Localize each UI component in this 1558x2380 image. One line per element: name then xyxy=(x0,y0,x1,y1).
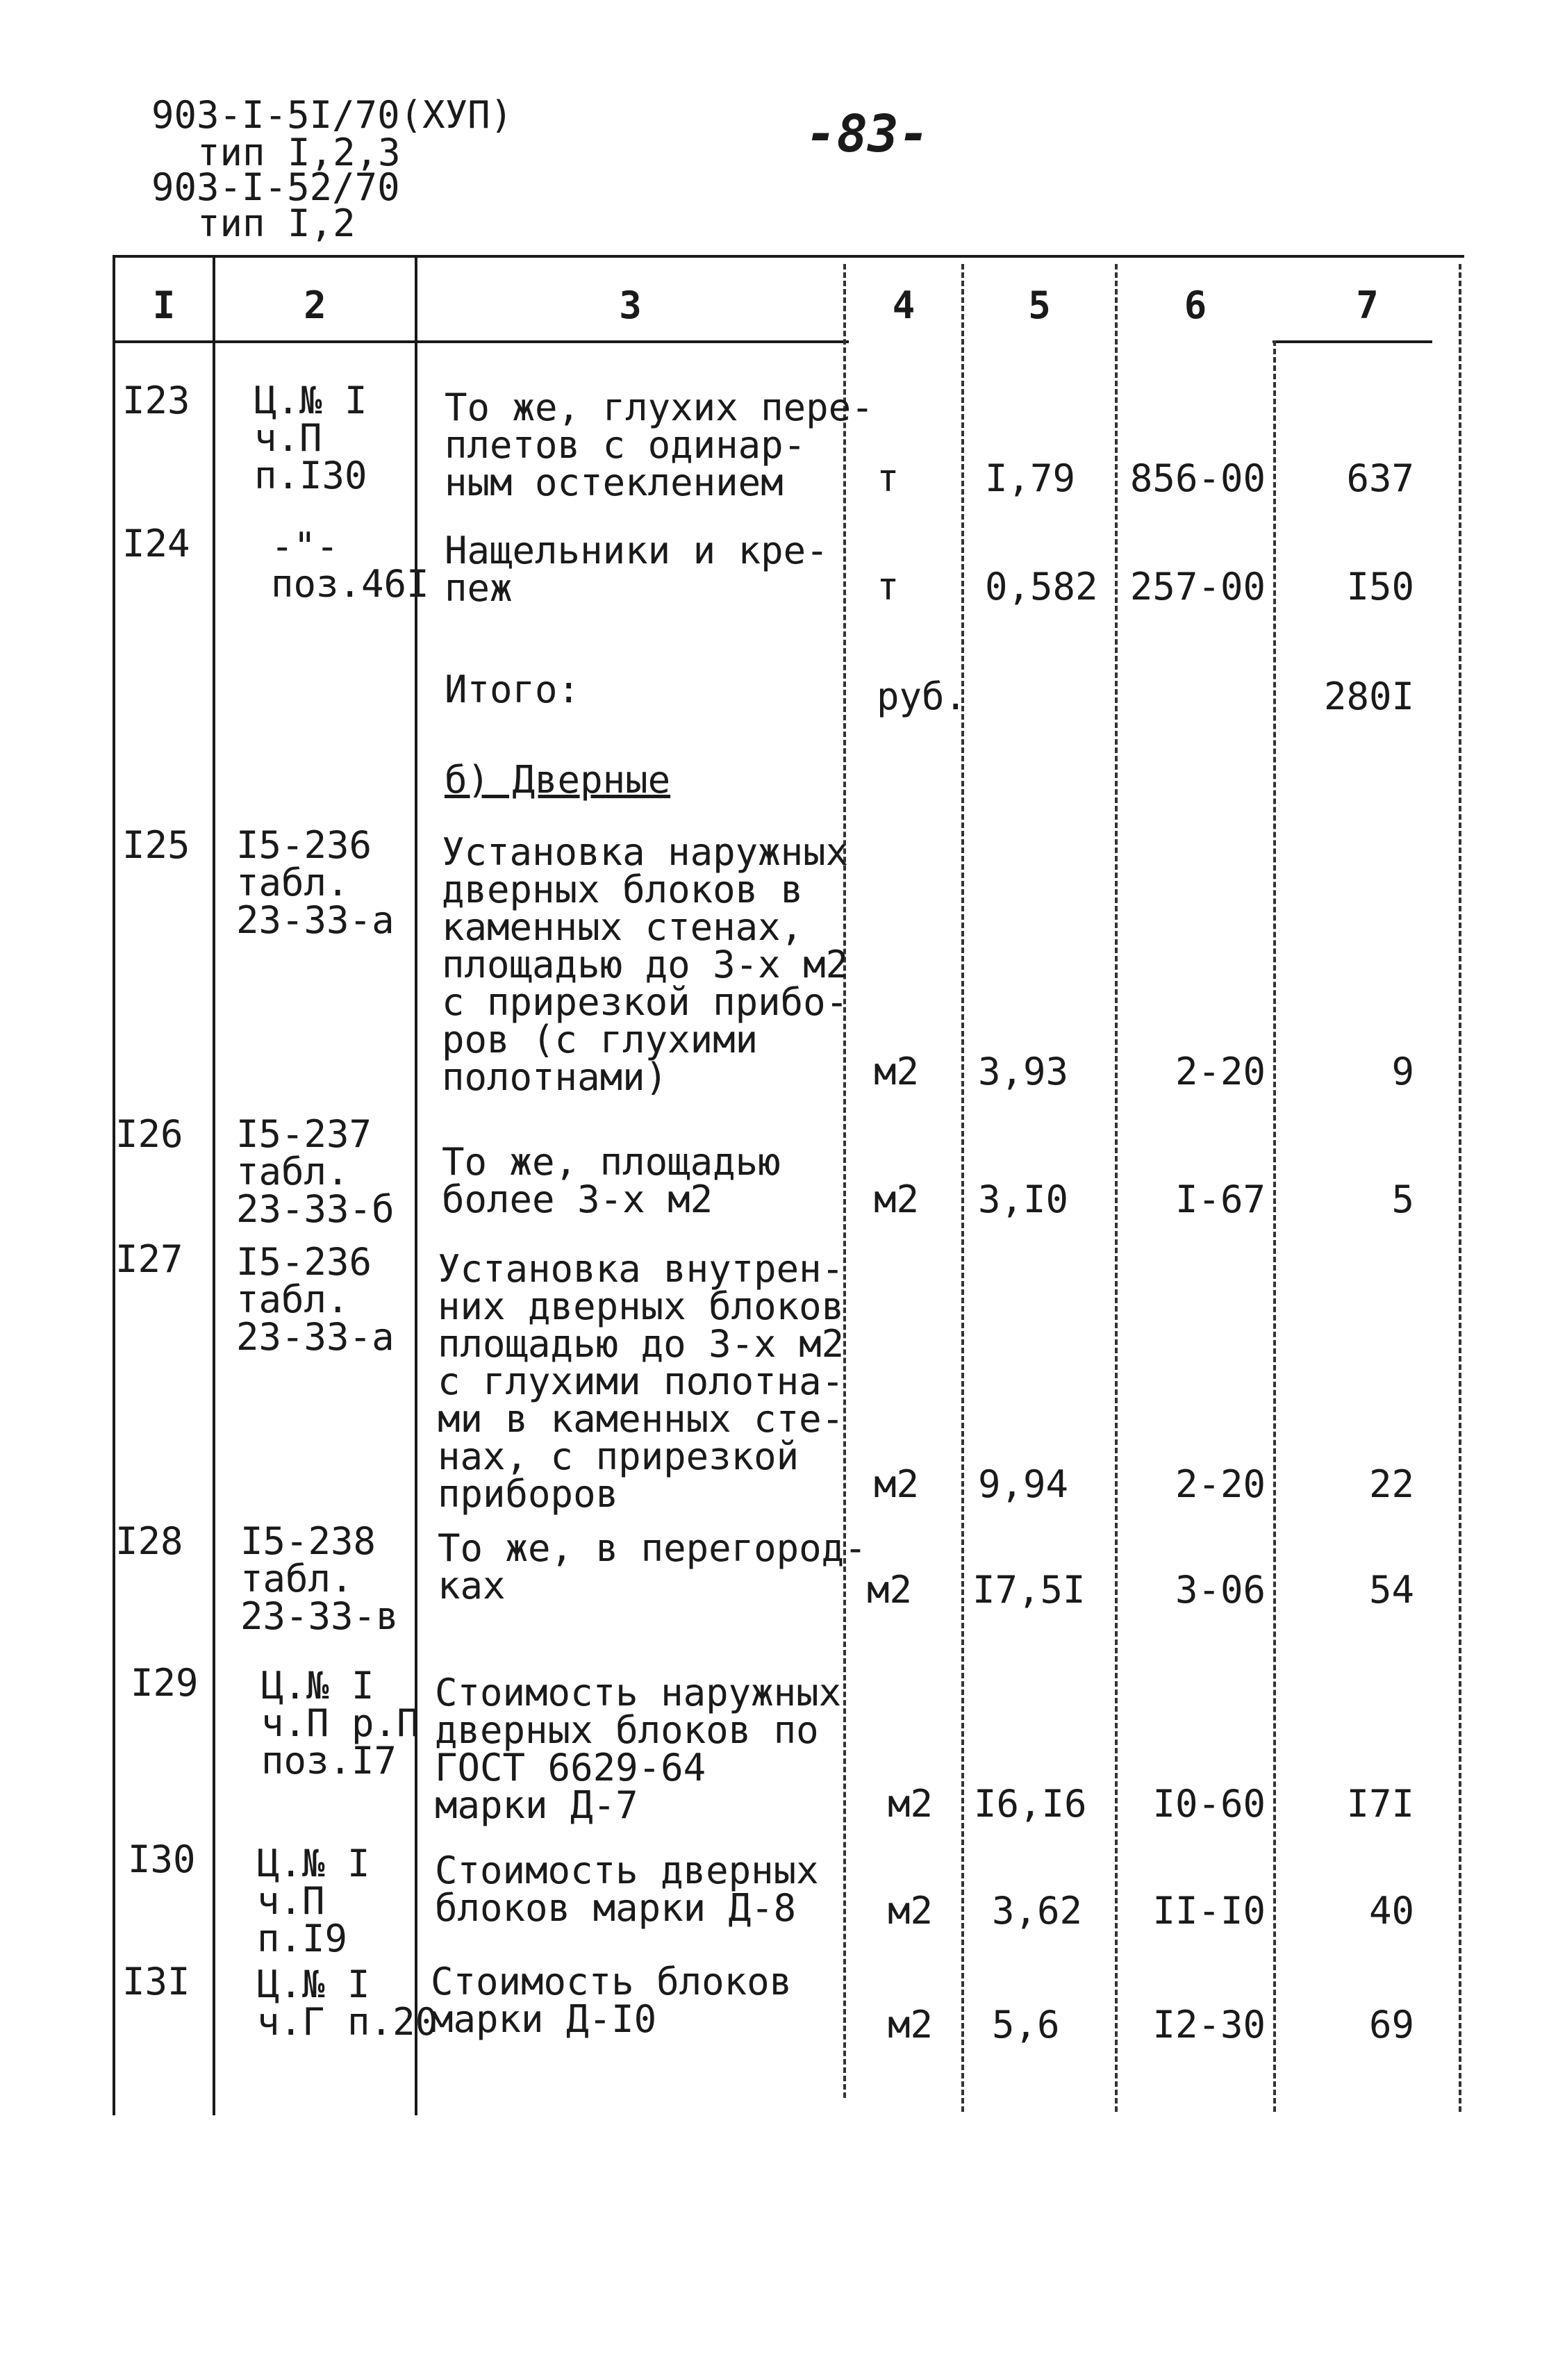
column-header-1: I xyxy=(152,283,176,327)
row-unit-price: 3-06 xyxy=(1175,1568,1266,1612)
column-header-2: 2 xyxy=(304,283,326,327)
row-total: 54 xyxy=(1368,1568,1414,1612)
row-unit-price: II-I0 xyxy=(1152,1889,1266,1933)
row-unit: т xyxy=(877,565,900,609)
col-border-6 xyxy=(1273,340,1276,2112)
row-unit: м2 xyxy=(874,1177,920,1221)
row-total: 637 xyxy=(1346,456,1414,500)
row-unit: м2 xyxy=(888,1782,934,1826)
row-unit: м2 xyxy=(874,1462,920,1506)
row-total: I50 xyxy=(1346,565,1414,609)
row-total: 40 xyxy=(1368,1889,1414,1933)
row-reference: I5-237 табл. 23-33-б xyxy=(236,1112,395,1231)
column-header-6: 6 xyxy=(1184,283,1207,327)
row-unit: т xyxy=(877,456,900,500)
row-description: Стоимость дверных блоков марки Д-8 xyxy=(435,1849,819,1930)
row-reference: Ц.№ I ч.П р.П поз.I7 xyxy=(261,1664,420,1783)
col-border-right xyxy=(1459,264,1461,2112)
row-total: 9 xyxy=(1391,1050,1414,1093)
total-unit: руб. xyxy=(877,675,968,718)
row-number: I24 xyxy=(122,522,190,565)
row-reference: Ц.№ I ч.П п.I30 xyxy=(254,379,367,497)
row-unit-price: 856-00 xyxy=(1129,456,1266,500)
row-unit-price: I0-60 xyxy=(1152,1782,1266,1826)
row-number: I27 xyxy=(115,1237,183,1281)
row-number: I28 xyxy=(115,1519,183,1563)
row-quantity: I7,5I xyxy=(972,1568,1086,1612)
row-reference: Ц.№ I ч.Г п.20 xyxy=(257,1962,438,2044)
row-description: Установка внутрен- них дверных блоков площадью до 3-х м2 с глухими полотна- ми в каменных сте- нах, с прирезкой приборов xyxy=(438,1247,845,1516)
row-quantity: 5,6 xyxy=(992,2003,1060,2047)
row-unit-price: 257-00 xyxy=(1129,565,1266,609)
doc-type-line-1: тип I,2,3 xyxy=(197,131,401,174)
row-reference: -"- поз.46I xyxy=(271,524,429,606)
row-quantity: 0,582 xyxy=(985,565,1098,609)
doc-type-line-2: тип I,2 xyxy=(197,201,356,245)
column-header-7: 7 xyxy=(1356,283,1379,327)
row-description: То же, в перегород- ках xyxy=(438,1526,867,1608)
column-header-5: 5 xyxy=(1028,283,1051,327)
col-border-5 xyxy=(1115,264,1118,2112)
row-reference: I5-236 табл. 23-33-а xyxy=(236,823,395,942)
row-quantity: I6,I6 xyxy=(974,1782,1087,1826)
row-unit: м2 xyxy=(888,2003,934,2047)
total-amount: 280I xyxy=(1323,675,1414,718)
row-reference: Ц.№ I ч.П п.I9 xyxy=(257,1842,370,1960)
row-number: I26 xyxy=(115,1112,183,1156)
col-border-3 xyxy=(843,264,846,2098)
row-quantity: 9,94 xyxy=(978,1462,1069,1506)
column-header-3: 3 xyxy=(619,283,642,327)
section-heading: б) Дверные xyxy=(445,758,671,802)
row-description: Стоимость наружных дверных блоков по ГОСТ 6629-64 марки Д-7 xyxy=(435,1671,842,1827)
total-label: Итого: xyxy=(445,668,581,711)
header-bottom-rule-right xyxy=(1273,340,1432,343)
row-description: Стоимость блоков марки Д-I0 xyxy=(431,1960,793,2041)
row-total: 22 xyxy=(1368,1462,1414,1506)
row-number: I29 xyxy=(131,1661,199,1705)
row-quantity: 3,93 xyxy=(978,1050,1069,1093)
row-total: 5 xyxy=(1391,1177,1414,1221)
row-description: Нащельники и кре- пеж xyxy=(445,529,829,610)
row-unit-price: 2-20 xyxy=(1175,1462,1266,1506)
row-total: I7I xyxy=(1346,1782,1414,1826)
row-quantity: 3,I0 xyxy=(978,1177,1069,1221)
doc-code-line-2: 903-I-52/70 xyxy=(151,165,400,209)
row-reference: I5-238 табл. 23-33-в xyxy=(240,1519,399,1638)
table-top-rule xyxy=(113,255,1464,258)
row-unit-price: I-67 xyxy=(1175,1177,1266,1221)
row-description: То же, глухих пере- плетов с одинар- ным остеклением xyxy=(445,386,874,504)
row-total: 69 xyxy=(1368,2003,1414,2047)
row-unit-price: 2-20 xyxy=(1175,1050,1266,1093)
col-border-left xyxy=(113,255,115,2115)
row-description: Установка наружных дверных блоков в каменных стенах, площадью до 3-х м2 с прирезкой прибо- ров (с глухими полотнами) xyxy=(442,830,849,1099)
row-number: I23 xyxy=(122,379,190,422)
row-number: I30 xyxy=(128,1837,196,1881)
col-border-4 xyxy=(961,264,964,2112)
row-description: То же, площадью более 3-х м2 xyxy=(442,1140,781,1221)
row-quantity: I,79 xyxy=(985,456,1076,500)
row-unit-price: I2-30 xyxy=(1152,2003,1266,2047)
column-header-4: 4 xyxy=(892,283,915,327)
row-unit: м2 xyxy=(888,1889,934,1933)
row-quantity: 3,62 xyxy=(992,1889,1083,1933)
row-unit: м2 xyxy=(874,1050,920,1093)
page-number: -83- xyxy=(806,104,930,164)
row-unit: м2 xyxy=(867,1568,913,1612)
row-number: I3I xyxy=(122,1960,190,2003)
row-reference: I5-236 табл. 23-33-а xyxy=(236,1240,395,1359)
row-number: I25 xyxy=(122,823,190,867)
doc-code-line-1: 903-I-5I/70(XУП) xyxy=(151,93,513,137)
col-border-1 xyxy=(213,255,215,2115)
header-bottom-rule xyxy=(113,340,849,343)
